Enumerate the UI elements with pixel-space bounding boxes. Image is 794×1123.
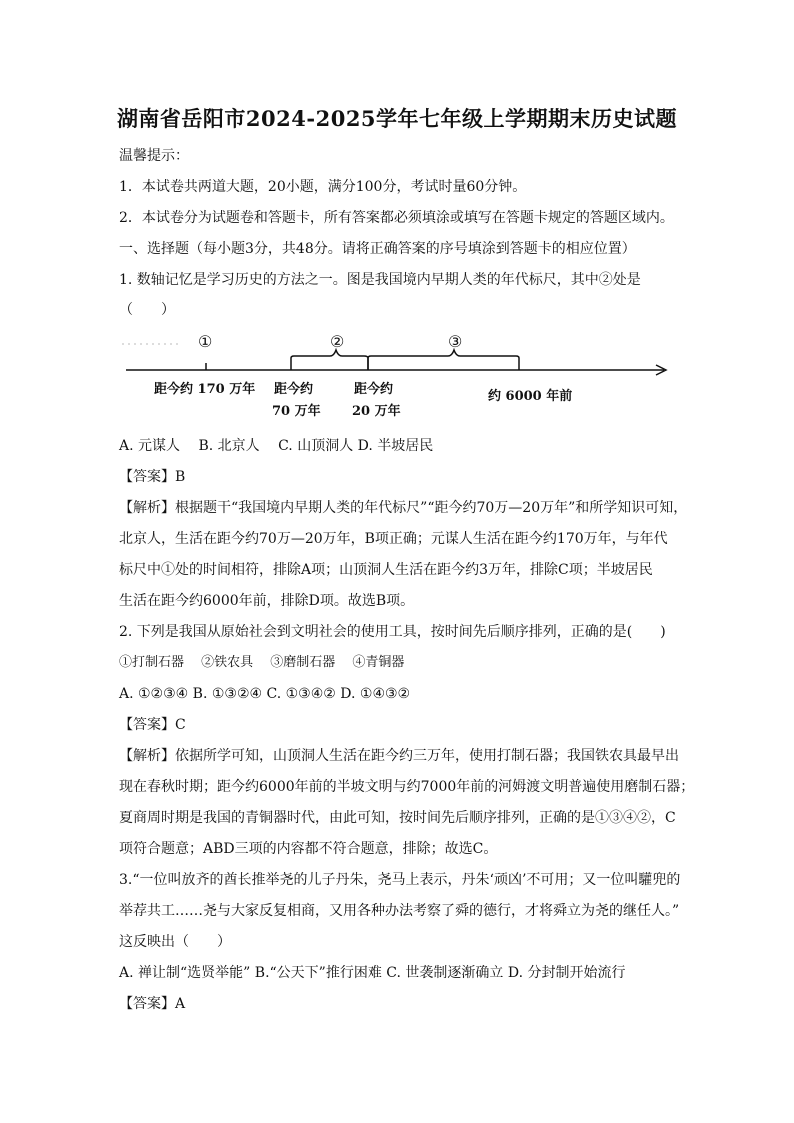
timeline-mark-2: ② bbox=[330, 332, 345, 351]
question-2-analysis: 项符合题意；ABD三项的内容都不符合题意，排除；故选C。 bbox=[119, 841, 498, 857]
timeline-label-70-b: 70 万年 bbox=[272, 404, 321, 419]
tip-item: 2．本试卷分为试题卷和答题卡，所有答案都必须填涂或填写在答题卡规定的答题区域内。 bbox=[119, 210, 674, 226]
timeline-label-70-a: 距今约 bbox=[274, 382, 314, 397]
timeline-figure bbox=[118, 330, 678, 420]
question-3-stem: 这反映出（ ） bbox=[119, 934, 231, 950]
question-1-analysis: 标尺中①处的时间相符，排除A项；山顶洞人生活在距今约3万年，排除C项；半坡居民 bbox=[119, 562, 653, 578]
question-1-options: A. 元谋人 B. 北京人 C. 山顶洞人 D. 半坡居民 bbox=[119, 438, 434, 454]
tips-heading: 温馨提示： bbox=[119, 148, 189, 164]
question-2-analysis: 夏商周时期是我国的青铜器时代，由此可知，按时间先后顺序排列，正确的是①③④②，C bbox=[119, 810, 676, 826]
question-3-options: A. 禅让制“选贤举能” B.“公天下”推行困难 C. 世袭制逐渐确立 D. 分封制开始流行 bbox=[119, 965, 626, 981]
question-3-stem: 举荐共工……尧与大家反复相商，又用各种办法考察了舜的德行，才将舜立为尧的继任人。” bbox=[119, 903, 680, 919]
timeline-label-170: 距今约 170 万年 bbox=[154, 382, 256, 397]
question-1-analysis: 【解析】根据题干“我国境内早期人类的年代标尺”“距今约70万—20万年”和所学知识可知， bbox=[119, 500, 688, 516]
page-title: 湖南省岳阳市2024-2025学年七年级上学期期末历史试题 bbox=[116, 106, 678, 131]
question-1-analysis: 北京人，生活在距今约70万—20万年，B项正确；元谋人生活在距今约170万年，与年代 bbox=[119, 531, 668, 547]
timeline-label-20-a: 距今约 bbox=[354, 382, 394, 397]
question-1-stem-bracket: （ ） bbox=[119, 302, 175, 318]
section-heading: 一、选择题（每小题3分，共48分。请将正确答案的序号填涂到答题卡的相应位置） bbox=[119, 241, 636, 257]
question-1-analysis: 生活在距今约6000年前，排除D项。故选B项。 bbox=[119, 593, 415, 609]
question-3-answer: 【答案】A bbox=[119, 996, 186, 1012]
timeline-label-20-b: 20 万年 bbox=[352, 404, 401, 419]
timeline-mark-1: ① bbox=[198, 332, 213, 351]
question-1-answer: 【答案】B bbox=[119, 469, 186, 485]
timeline-mark-3: ③ bbox=[448, 332, 463, 351]
question-2-items: ①打制石器 ②铁农具 ③磨制石器 ④青铜器 bbox=[119, 655, 405, 670]
tip-item: 1．本试卷共两道大题，20小题，满分100分，考试时量60分钟。 bbox=[119, 179, 527, 195]
question-2-analysis: 【解析】依据所学可知，山顶洞人生活在距今约三万年，使用打制石器；我国铁农具最早出 bbox=[119, 748, 679, 764]
question-2-analysis: 现在春秋时期；距今约6000年前的半坡文明与约7000年前的河姆渡文明普遍使用磨制石器； bbox=[119, 779, 695, 795]
question-3-stem: 3.“一位叫放齐的酋长推举尧的儿子丹朱，尧马上表示，丹朱‘顽凶’不可用；又一位叫驩兜的 bbox=[119, 872, 681, 888]
question-2-options: A. ①②③④ B. ①③②④ C. ①③④② D. ①④③② bbox=[119, 686, 411, 702]
question-1-stem: 1. 数轴记忆是学习历史的方法之一。图是我国境内早期人类的年代标尺，其中②处是 bbox=[119, 272, 641, 288]
timeline-label-6000: 约 6000 年前 bbox=[488, 389, 573, 404]
question-2-stem: 2. 下列是我国从原始社会到文明社会的使用工具，按时间先后顺序排列，正确的是( ) bbox=[119, 624, 666, 640]
question-2-answer: 【答案】C bbox=[119, 717, 186, 733]
